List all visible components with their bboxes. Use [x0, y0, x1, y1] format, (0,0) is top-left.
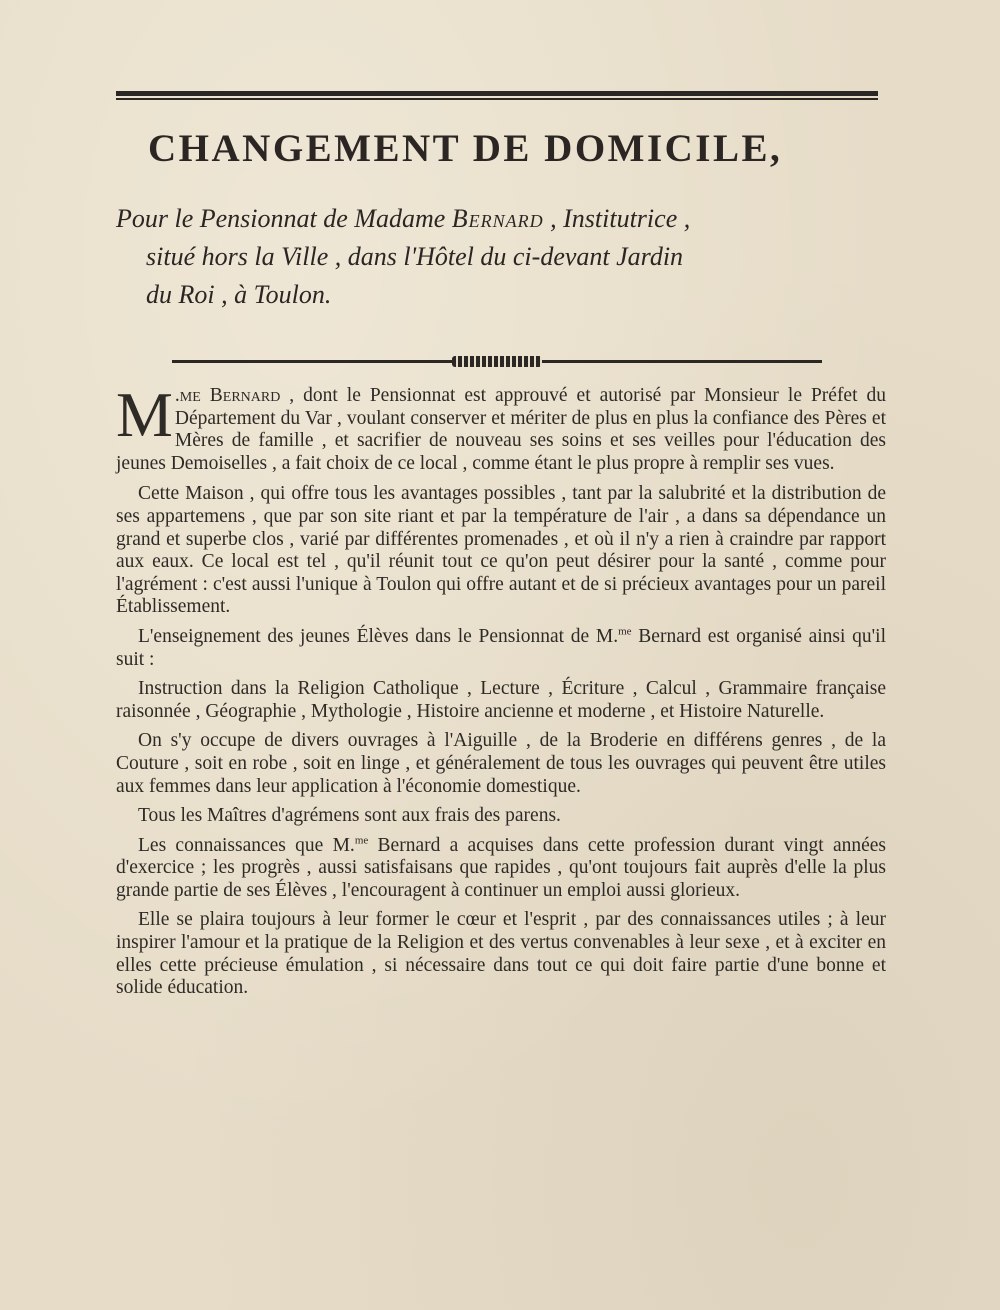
document-body: [116, 379, 886, 1007]
subtitle-line-1-start: Pour le Pensionnat de Madame: [116, 204, 452, 233]
subtitle-line-1-end: , Institutrice ,: [543, 204, 691, 233]
paragraph-7-start: Les connaissances que M.: [138, 834, 355, 856]
paragraph-7-superscript: me: [354, 834, 369, 847]
top-rule-thin: [116, 98, 878, 100]
document-subtitle: [116, 200, 906, 314]
paragraph-3-end: Bernard est organisé ainsi qu'il suit :: [116, 625, 886, 670]
paragraph-7-end: Bernard a acquises dans cette profession durant vingt années d'exercice ; les progrès , aussi satisfaisans que rapides , qu'ont toujours fait auprès d'elle la plus grande partie de ses Élèves , l'encouragent à continuer un emploi aussi glorieux.: [116, 834, 886, 901]
paragraph-6: Tous les Maîtres d'agrémens sont aux frais des parens.: [138, 805, 561, 827]
paragraph-1: [116, 379, 886, 475]
paragraph-1-lead: .me Bernard: [174, 385, 281, 406]
paragraph-3-superscript: me: [618, 625, 632, 638]
subtitle-line-1: [116, 200, 906, 238]
ornamental-divider: [172, 356, 822, 368]
paragraph-1-text: , dont le Pensionnat est approuvé et autorisé par Monsieur le Préfet du Département du Var , voulant conserver et mériter de plus en plus la confiance des Pères et Mères de famille , et sacrifier de nouveau ses soins et ses veilles pour l'éducation des jeunes Demoiselles , a fait choix de ce local , comme étant le plus propre à remplir ses vues.: [116, 385, 886, 474]
paragraph-7: [116, 835, 886, 903]
paragraph-3-start: L'enseignement des jeunes Élèves dans le Pensionnat de M.: [138, 625, 619, 647]
paragraph-5: On s'y occupe de divers ouvrages à l'Aiguille , de la Broderie en différens genres , de la Couture , soit en robe , soit en linge , et généralement de tous les ouvrages qui peuvent être utiles aux femmes dans leur application à l'économie domestique.: [116, 730, 886, 797]
paragraph-3: [116, 626, 886, 671]
top-rule-thick: [116, 91, 878, 96]
subtitle-line-2: situé hors la Ville , dans l'Hôtel du ci-devant Jardin: [146, 242, 684, 271]
subtitle-name: Bernard: [451, 204, 544, 233]
paragraph-2: Cette Maison , qui offre tous les avantages possibles , tant par la salubrité et la distribution de ses appartemens , que par son site riant et par la température de l'air , a dans sa dépendance un grand et superbe clos , varié par différentes promenades , et où il n'y a rien à craindre par rapport aux eaux. Ce local est tel , qu'il réunit tout ce qu'on peut désirer pour la santé , comme pour l'agrément : c'est aussi l'unique à Toulon qui offre autant et de si précieux avantages pour un pareil Établissement.: [116, 483, 886, 618]
document-title: CHANGEMENT DE DOMICILE,: [148, 127, 783, 170]
paragraph-4: Instruction dans la Religion Catholique , Lecture , Écriture , Calcul , Grammaire française raisonnée , Géographie , Mythologie , Histoire ancienne et moderne , et Histoire Naturelle.: [116, 678, 886, 722]
paragraph-8: Elle se plaira toujours à leur former le cœur et l'esprit , par des connaissances utiles ; à leur inspirer l'amour et la pratique de la Religion et des vertus convenables à leur sexe , et à exciter en elles cette précieuse émulation , si nécessaire dans tout ce qui doit faire partie d'une bonne et solide éducation.: [116, 909, 886, 999]
top-double-rule: [116, 88, 878, 102]
subtitle-line-3: du Roi , à Toulon.: [146, 280, 332, 309]
divider-ornament: [452, 356, 542, 367]
drop-cap: M: [116, 379, 173, 450]
